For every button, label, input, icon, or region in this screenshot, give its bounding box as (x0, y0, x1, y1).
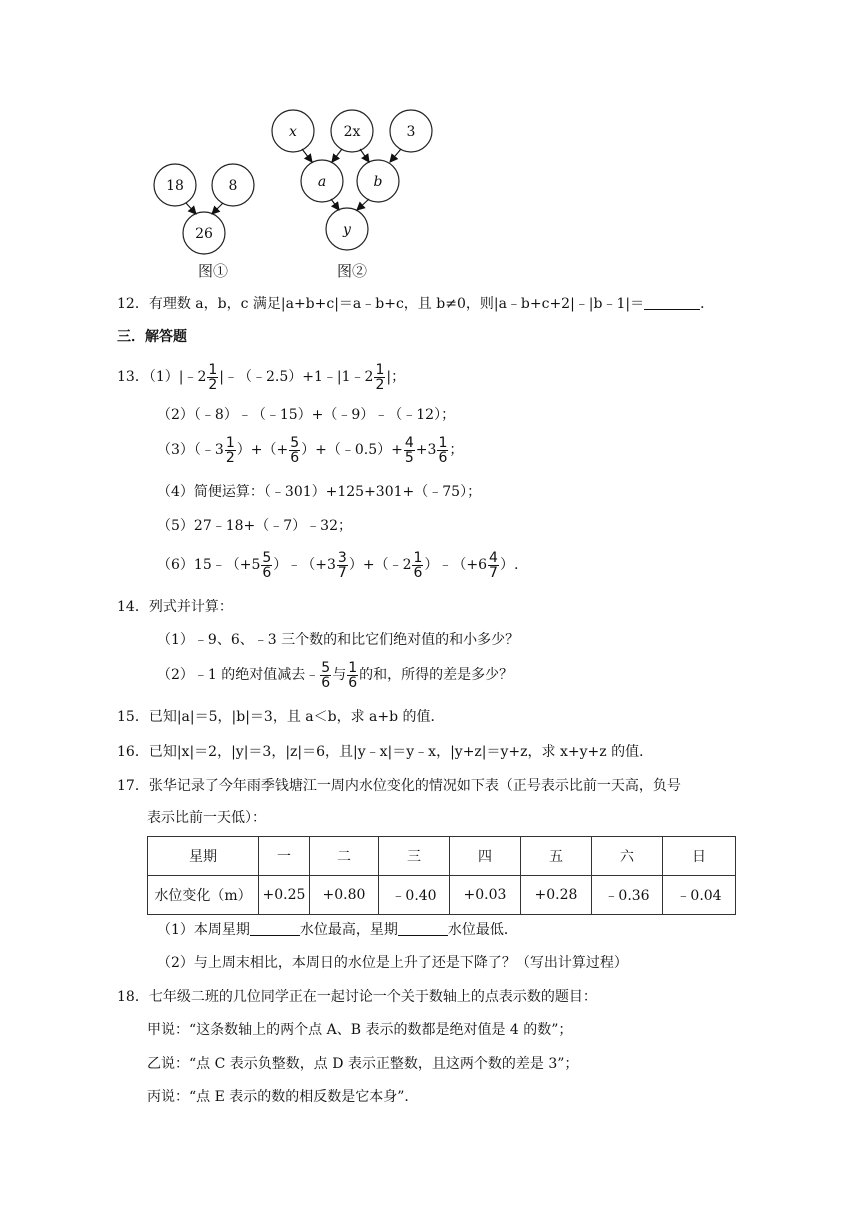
q13-p6-text: ）. (499, 557, 519, 573)
q18-number: 18． (117, 989, 149, 1005)
q17-text: 张华记录了今年雨季钱塘江一周内水位变化的情况如下表（正号表示比前一天高，负号 (148, 778, 681, 794)
q13-part5: （5）27﹣18+（﹣7）﹣32； (157, 518, 352, 534)
q13-number: 13． (117, 369, 149, 385)
q13-p6-text: ）﹣（+6 (424, 557, 488, 573)
q18-text: 七年级二班的几位同学正在一起讨论一个关于数轴上的点表示数的题目： (148, 989, 597, 1005)
q14-number: 14． (117, 599, 149, 615)
fraction: $\frac{1}{6}$ (413, 549, 423, 581)
fraction: $\frac{1}{6}$ (348, 659, 358, 691)
figure-diagrams (140, 108, 460, 288)
table-header-row (148, 837, 736, 876)
q13-p1-text: （1）|﹣2 (148, 369, 207, 385)
q17-line1 (117, 776, 681, 796)
q17-p1-text: 水位最低． (447, 922, 518, 938)
q14-p2-text: 与 (332, 667, 347, 683)
fraction: $\frac{1}{2}$ (225, 434, 235, 466)
q15-text: 已知|a|＝5，|b|＝3，且 a＜b，求 a+b 的值． (148, 709, 445, 725)
q13-p1-text: |﹣（﹣2.5）+1﹣|1﹣2 (219, 369, 374, 385)
q13-p3-text: ）+（﹣0.5）+ (301, 442, 403, 458)
fraction: $\frac{1}{2}$ (375, 361, 385, 393)
table-row (148, 876, 736, 915)
table-cell: +0.03 (450, 876, 521, 915)
q18-jia: 甲说：“这条数轴上的两个点 A、B 表示的数都是绝对值是 4 的数”； (147, 1022, 573, 1038)
fraction: $\frac{5}{6}$ (321, 659, 331, 691)
q17-line2: 表示比前一天低）： (147, 810, 266, 826)
q13-part6 (157, 548, 518, 582)
fig2-label-b: b (373, 174, 383, 190)
q15-number: 15． (117, 709, 149, 725)
q13-p6-text: ）+（﹣2 (348, 557, 412, 573)
fig1-label-8: 8 (228, 178, 238, 194)
table-header-cell: 五 (521, 837, 592, 876)
q13-part2: （2）（﹣8）﹣（﹣15）+（﹣9）﹣（﹣12）； (157, 407, 456, 423)
q16-number: 16． (117, 744, 149, 760)
q13-part4: （4）简便运算：（﹣301）+125+301+（﹣75）； (157, 484, 482, 500)
q17-p1-text: （1）本周星期 (157, 922, 250, 938)
fraction: $\frac{4}{5}$ (404, 434, 414, 466)
table-cell: ﹣0.04 (663, 876, 736, 915)
q14-part1: （1）﹣9、6、﹣3 三个数的和比它们绝对值的和小多少？ (157, 632, 520, 648)
fraction: $\frac{1}{2}$ (208, 361, 218, 393)
fig2-label-a: a (317, 174, 327, 190)
fig1-label-18: 18 (166, 178, 184, 194)
question-16 (117, 742, 653, 762)
q16-text: 已知|x|＝2，|y|＝3，|z|＝6，且|y﹣x|＝y﹣x，|y+z|＝y+z，求 x+y+z 的值． (148, 744, 654, 760)
fig2-label-x: x (289, 124, 297, 140)
q13-part1 (117, 360, 405, 394)
table-header-cell: 星期 (148, 837, 259, 876)
q18-line1 (117, 987, 597, 1007)
q17-p1-text: 水位最高，星期 (299, 922, 398, 938)
table-cell: ﹣0.36 (592, 876, 663, 915)
q14-p2-text: 的和，所得的差是多少？ (359, 667, 514, 683)
q13-p6-text: （6）15﹣（+5 (157, 557, 261, 573)
q14-p2-text: （2）﹣1 的绝对值减去﹣ (157, 667, 320, 683)
question-12 (117, 294, 714, 314)
q13-p3-text: （3）（﹣3 (157, 442, 224, 458)
q13-part3 (157, 433, 463, 467)
table-header-cell: 一 (259, 837, 310, 876)
q14-title-text: 列式并计算： (148, 599, 233, 615)
q17-blank-lowest[interactable] (398, 920, 448, 936)
fig2-label-2x: 2x (343, 124, 361, 140)
q13-p3-text: ； (449, 442, 464, 458)
q13-p6-text: ）﹣（+3 (273, 557, 336, 573)
fig2-label-y: y (343, 222, 351, 238)
water-level-table (147, 836, 736, 915)
q13-p1-text: |； (386, 369, 406, 385)
q18-bing: 丙说：“点 E 表示的数的相反数是它本身”． (147, 1089, 419, 1105)
q17-blank-highest[interactable] (250, 920, 300, 936)
fraction: $\frac{3}{7}$ (337, 549, 347, 581)
table-cell: +0.80 (310, 876, 379, 915)
fraction: $\frac{1}{6}$ (438, 434, 448, 466)
table-header-cell: 日 (663, 837, 736, 876)
q17-part1 (157, 920, 518, 940)
table-header-cell: 六 (592, 837, 663, 876)
q12-answer-blank[interactable] (644, 294, 700, 310)
fig1-caption: 图① (197, 262, 229, 280)
q17-number: 17． (117, 778, 149, 794)
section-heading: 三．解答题 (117, 329, 187, 345)
fraction: $\frac{4}{7}$ (489, 549, 498, 581)
q13-p3-text: +3 (415, 442, 437, 458)
table-header-cell: 三 (379, 837, 450, 876)
table-cell: +0.28 (521, 876, 592, 915)
question-15 (117, 707, 445, 727)
table-header-cell: 四 (450, 837, 521, 876)
q14-part2 (157, 658, 513, 692)
q17-part2: （2）与上周末相比，本周日的水位是上升了还是下降了？（写出计算过程） (157, 955, 628, 971)
fig1-label-26: 26 (195, 226, 213, 242)
q12-text: 有理数 a，b，c 满足|a+b+c|＝a﹣b+c，且 b≠0，则|a﹣b+c+2|﹣|b﹣1|＝ (148, 296, 645, 312)
q18-yi: 乙说：“点 C 表示负整数，点 D 表示正整数，且这两个数的差是 3”； (147, 1056, 579, 1072)
fraction: $\frac{5}{6}$ (262, 549, 272, 581)
q12-number: 12． (117, 296, 149, 312)
fraction: $\frac{5}{6}$ (290, 434, 300, 466)
fig2-label-3: 3 (406, 124, 416, 140)
table-row-label: 水位变化（m） (148, 876, 259, 915)
q12-text-end: ． (700, 296, 715, 312)
fig2-caption: 图② (336, 262, 368, 280)
q14-title (117, 597, 233, 617)
table-header-cell: 二 (310, 837, 379, 876)
table-cell: ﹣0.40 (379, 876, 450, 915)
q13-p3-text: ）+（+ (236, 442, 289, 458)
table-cell: +0.25 (259, 876, 310, 915)
